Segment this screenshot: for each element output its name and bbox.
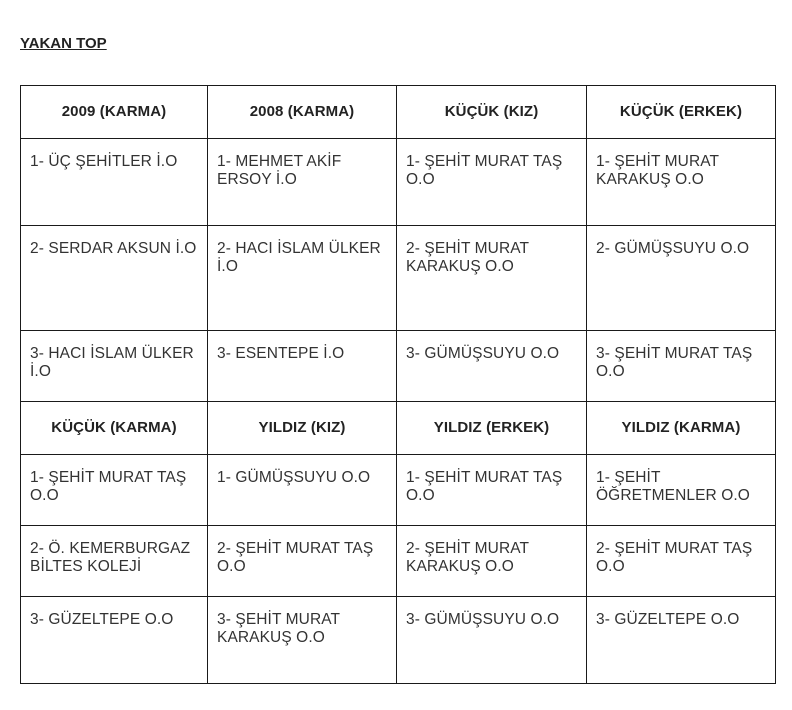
table-row (21, 597, 776, 684)
table-row (21, 526, 776, 597)
result-cell: 1- ÜÇ ŞEHİTLER İ.O (21, 139, 208, 226)
table-row (21, 139, 776, 226)
result-cell: 1- ŞEHİT MURAT TAŞ O.O (397, 455, 587, 526)
result-cell: 3- HACI İSLAM ÜLKER İ.O (21, 331, 208, 402)
category-header: YILDIZ (KARMA) (587, 402, 776, 455)
table-row (21, 226, 776, 331)
result-cell: 1- ŞEHİT ÖĞRETMENLER O.O (587, 455, 776, 526)
result-cell: 3- GÜMÜŞSUYU O.O (397, 331, 587, 402)
result-cell: 1- GÜMÜŞSUYU O.O (208, 455, 397, 526)
category-header: KÜÇÜK (KARMA) (21, 402, 208, 455)
table-row (21, 455, 776, 526)
results-table (20, 85, 776, 684)
result-cell: 2- Ö. KEMERBURGAZ BİLTES KOLEJİ (21, 526, 208, 597)
result-cell: 3- ŞEHİT MURAT KARAKUŞ O.O (208, 597, 397, 684)
page-title: YAKAN TOP (20, 35, 107, 52)
result-cell: 3- GÜMÜŞSUYU O.O (397, 597, 587, 684)
result-cell: 1- ŞEHİT MURAT TAŞ O.O (397, 139, 587, 226)
result-cell: 3- ESENTEPE İ.O (208, 331, 397, 402)
category-header: YILDIZ (ERKEK) (397, 402, 587, 455)
category-header-row (21, 86, 776, 139)
result-cell: 2- HACI İSLAM ÜLKER İ.O (208, 226, 397, 331)
category-header: YILDIZ (KIZ) (208, 402, 397, 455)
category-header: KÜÇÜK (KIZ) (397, 86, 587, 139)
result-cell: 1- MEHMET AKİF ERSOY İ.O (208, 139, 397, 226)
result-cell: 2- GÜMÜŞSUYU O.O (587, 226, 776, 331)
category-header: 2008 (KARMA) (208, 86, 397, 139)
result-cell: 2- ŞEHİT MURAT TAŞ O.O (208, 526, 397, 597)
category-header-row (21, 402, 776, 455)
result-cell: 1- ŞEHİT MURAT KARAKUŞ O.O (587, 139, 776, 226)
result-cell: 2- ŞEHİT MURAT KARAKUŞ O.O (397, 226, 587, 331)
table-row (21, 331, 776, 402)
result-cell: 3- ŞEHİT MURAT TAŞ O.O (587, 331, 776, 402)
result-cell: 3- GÜZELTEPE O.O (587, 597, 776, 684)
result-cell: 2- SERDAR AKSUN İ.O (21, 226, 208, 331)
result-cell: 2- ŞEHİT MURAT TAŞ O.O (587, 526, 776, 597)
category-header: 2009 (KARMA) (21, 86, 208, 139)
result-cell: 2- ŞEHİT MURAT KARAKUŞ O.O (397, 526, 587, 597)
result-cell: 3- GÜZELTEPE O.O (21, 597, 208, 684)
category-header: KÜÇÜK (ERKEK) (587, 86, 776, 139)
result-cell: 1- ŞEHİT MURAT TAŞ O.O (21, 455, 208, 526)
